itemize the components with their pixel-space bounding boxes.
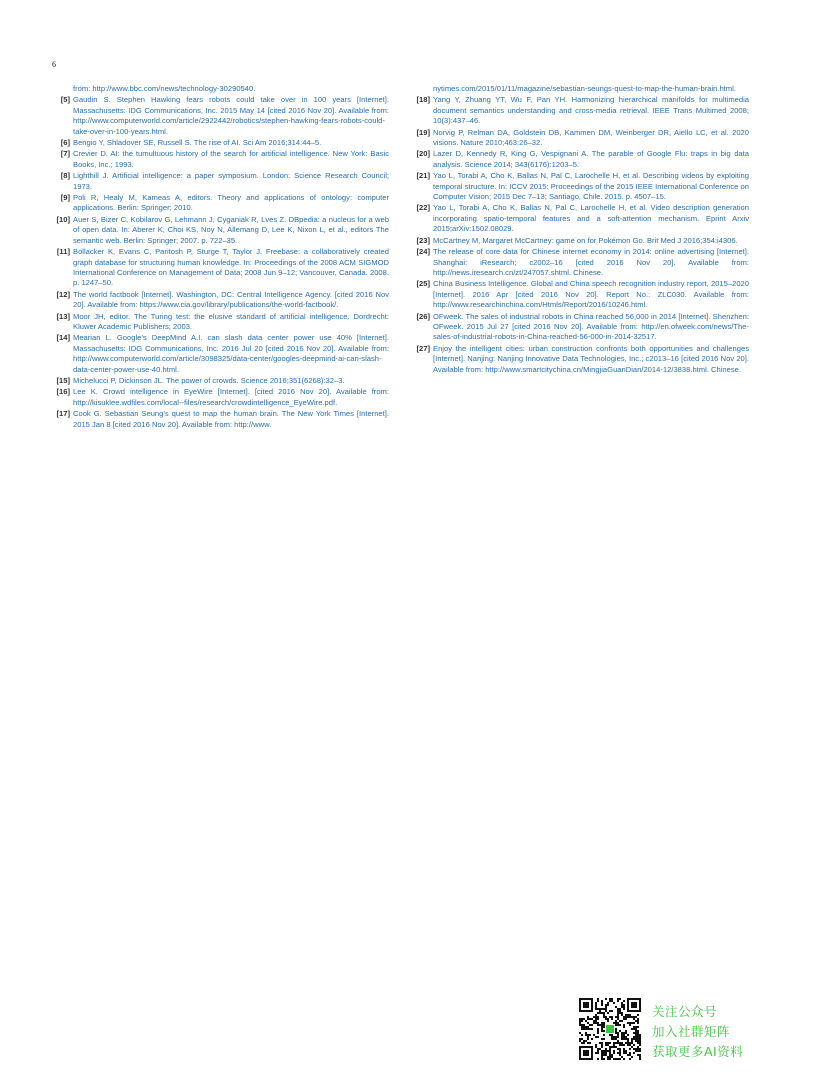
qr-caption-line-2: 加入社群矩阵 [652, 1024, 731, 1039]
reference-item [414, 344, 749, 375]
reference-text[interactable]: Mearian L. Google’s DeepMind A.I. can slash data center power use 40% [Internet]. Massachusetts: IDG Communications, Inc. 2016 Jul 20 [cited 2016 Nov 20]. Available from: http://www.computerworld.com/article/3098325/data-center/googles-deepmind-ai-can-slash-data-center-power-use-40.html. [73, 333, 389, 374]
reference-text[interactable]: Michelucci P, Dickinson JL. The power of crowds. Science 2016;351(6268):32–3. [73, 375, 345, 385]
reference-text[interactable]: Lighthill J. Artificial intelligence: a paper symposium. London: Science Research Council; 1973. [73, 171, 389, 191]
reference-item [54, 409, 389, 430]
reference-text[interactable]: The world factbook [Internet]. Washington, DC: Central Intelligence Agency. [cited 2016 Nov 20]. Available from: https://www.cia.gov/library/publications/the-world-factbook/. [73, 289, 389, 310]
reference-item [54, 247, 389, 289]
reference-item [414, 95, 749, 126]
reference-item [414, 279, 749, 310]
reference-item [54, 193, 389, 214]
reference-number: [15] [56, 375, 70, 385]
reference-number: [26] [416, 311, 430, 321]
reference-text[interactable]: China Business Intelligence. Global and China speech recognition industry report, 2015–2020 [Internet]. 2016 Apr [cited 2016 Nov 20]. Report No.: ZLC030. Available from: http://www.researchinchina.com/Htmls/Report/2016/10246.html. [433, 279, 749, 310]
reference-item [414, 128, 749, 149]
page-number: 6 [52, 60, 56, 69]
reference-text[interactable]: Crevier D. AI: the tumultuous history of the search for artificial intelligence. New York: Basic Books, Inc.; 1993. [73, 149, 389, 169]
qr-caption-line-1: 关注公众号 [652, 1004, 718, 1019]
reference-item [414, 312, 749, 343]
reference-text[interactable]: The release of core data for Chinese internet economy in 2014: online advertising [Internet]. Shanghai: iResearch; c2002–16 [cited 2016 Nov 20]. Available from: http://news.iresearch.cn/zt/247057.shtml. Chinese. [433, 247, 749, 277]
reference-number: [7] [60, 149, 70, 159]
reference-item [54, 149, 389, 170]
reference-number: [21] [416, 171, 430, 181]
reference-text[interactable]: McCartney M, Margaret McCartney: game on for Pokémon Go. Brit Med J 2016;354:i4306. [433, 235, 738, 245]
qr-caption-line-3: 获取更多AI资料 [652, 1044, 744, 1059]
qr-footer [579, 998, 779, 1064]
reference-text[interactable]: Yang Y, Zhuang YT, Wu F, Pan YH. Harmonizing hierarchical manifolds for multimedia document semantics understanding and cross-media retrieval. IEEE Trans Multimed 2008; 10(3):437–46. [433, 95, 749, 126]
reference-item [414, 84, 749, 94]
reference-text[interactable]: Lazer D, Kennedy R, King G, Vespignani A. The parable of Google Flu: traps in big data analysis. Science 2014; 343(6176):1203–5. [433, 149, 749, 169]
reference-number: [6] [60, 138, 70, 148]
reference-number: [17] [56, 409, 70, 419]
reference-text[interactable]: Norvig P, Relman DA, Goldstein DB, Kammen DM, Weinberger DR, Aiello LC, et al. 2020 visions. Nature 2010;463:26–32. [433, 127, 749, 148]
reference-item [54, 84, 389, 94]
reference-text[interactable]: nytimes.com/2015/01/11/magazine/sebastian-seungs-quest-to-map-the-human-brain.html. [433, 84, 736, 93]
reference-text[interactable]: Poli R, Healy M, Kameas A, editors. Theory and applications of ontology: computer applications. Berlin: Springer; 2010. [73, 193, 389, 213]
reference-item [54, 95, 389, 137]
reference-number: [10] [56, 214, 70, 224]
reference-item [54, 138, 389, 148]
reference-number: [24] [416, 247, 430, 257]
reference-text[interactable]: Cook G. Sebastian Seung’s quest to map the human brain. The New York Times [Internet]. 2015 Jan 8 [cited 2016 Nov 20]. Available from: http://www. [73, 409, 389, 429]
reference-item [54, 215, 389, 246]
reference-text[interactable]: from: http://www.bbc.com/news/technology-30290540. [73, 84, 256, 93]
reference-number: [23] [416, 235, 430, 245]
reference-item [414, 203, 749, 234]
reference-text[interactable]: Bengio Y, Shladover SE, Russell S. The rise of AI. Sci Am 2016;314:44–5. [73, 138, 322, 148]
references-right-column [414, 84, 749, 376]
reference-number: [8] [60, 171, 70, 181]
reference-item [54, 376, 389, 386]
reference-text[interactable]: Lee K. Crowd intelligence in EyeWire [Internet]. [cited 2016 Nov 20]. Available from: http://kisuklee.wdfiles.com/local--files/research/crowdintelligence_EyeWire.pdf. [73, 387, 389, 407]
reference-text[interactable]: Moor JH, editor. The Turing test: the elusive standard of artificial intelligence. Dordrecht: Kluwer Academic Publishers; 2003. [73, 311, 389, 331]
reference-number: [9] [60, 193, 70, 203]
reference-text[interactable]: Gaudin S. Stephen Hawking fears robots could take over in 100 years [Internet]. Massachusetts: IDG Communications, Inc. 2015 May 14 [cited 2016 Nov 20]. Available from: http://www.computerworld.com/article/2922442/robotics/stephen-hawking-fears-robots-could-take-over-in-100-years.html. [73, 95, 389, 136]
reference-item [414, 247, 749, 278]
reference-number: [12] [56, 289, 70, 299]
reference-item [54, 312, 389, 333]
reference-item [414, 149, 749, 170]
reference-number: [25] [416, 279, 430, 289]
reference-number: [19] [416, 127, 430, 137]
qr-caption [652, 1002, 743, 1062]
reference-number: [18] [416, 95, 430, 105]
reference-item [54, 333, 389, 375]
reference-number: [16] [56, 387, 70, 397]
reference-text[interactable]: Yao L, Torabi A, Cho K, Ballas N, Pal C, Larochelle H, et al. Describing videos by exploiting temporal structure. In: ICCV 2015: Proceedings of the 2015 IEEE International Conference on Computer Vision; 2015 Dec 7–13; Santiago, Chile. 2015. p. 4507–15. [433, 171, 749, 202]
reference-text[interactable]: OFweek. The sales of industrial robots in China reached 56,000 in 2014 [Internet]. Shenzhen: OFweek. 2015 Jul 27 [cited 2016 Nov 20]. Available from: http://en.ofweek.com/news/The-sales-of-industrial-robots-in-China-reached-56-000-in-2014-32517. [433, 311, 749, 342]
reference-text[interactable]: Bollacker K, Evans C, Paritosh P, Sturge T, Taylor J. Freebase: a collaboratively created graph database for structuring human knowledge. In: Proceedings of the 2008 ACM SIGMOD International Conference on Management of Data; 2008 Jun 9–12; Vancouver, Canada. 2008. p. 1247–50. [73, 247, 389, 288]
reference-text[interactable]: Yao L, Torabi A, Cho K, Ballas N, Pal C, Larochelle H, et al. Video description generation incorporating spatio-temporal features and a soft-attention mechanism. Eprint Arxiv 2015;arXiv:1502.08029. [433, 203, 749, 234]
reference-item [54, 171, 389, 192]
reference-number: [20] [416, 149, 430, 159]
reference-number: [11] [56, 247, 70, 257]
reference-number: [5] [60, 95, 70, 105]
reference-text[interactable]: Auer S, Bizer C, Kobilarov G, Lehmann J, Cyganiak R, Lves Z. DBpedia: a nucleus for a web of open data. In: Aberer K, Choi KS, Noy N, Allemang D, Lee K, Nixon L, et al., editors The semantic web. Berlin: Springer; 2007. p. 722–35. [73, 214, 389, 245]
reference-item [54, 387, 389, 408]
reference-item [54, 290, 389, 311]
reference-number: [14] [56, 333, 70, 343]
reference-number: [27] [416, 343, 430, 353]
reference-item [414, 236, 749, 246]
reference-number: [22] [416, 203, 430, 213]
references-left-column [54, 84, 389, 431]
reference-text[interactable]: Enjoy the intelligent cities: urban construction confronts both opportunities and challenges [Internet]. Nanjing: Nanjing Innovative Data Technologies, Inc.; c2013–16 [cited 2016 Nov 20]. Available from: http://www.smartcitychina.cn/MingjiaGuanDian/2014-12/3838.html. Chinese. [433, 343, 749, 374]
reference-item [414, 171, 749, 202]
qr-code-icon [579, 998, 641, 1060]
reference-number: [13] [56, 311, 70, 321]
